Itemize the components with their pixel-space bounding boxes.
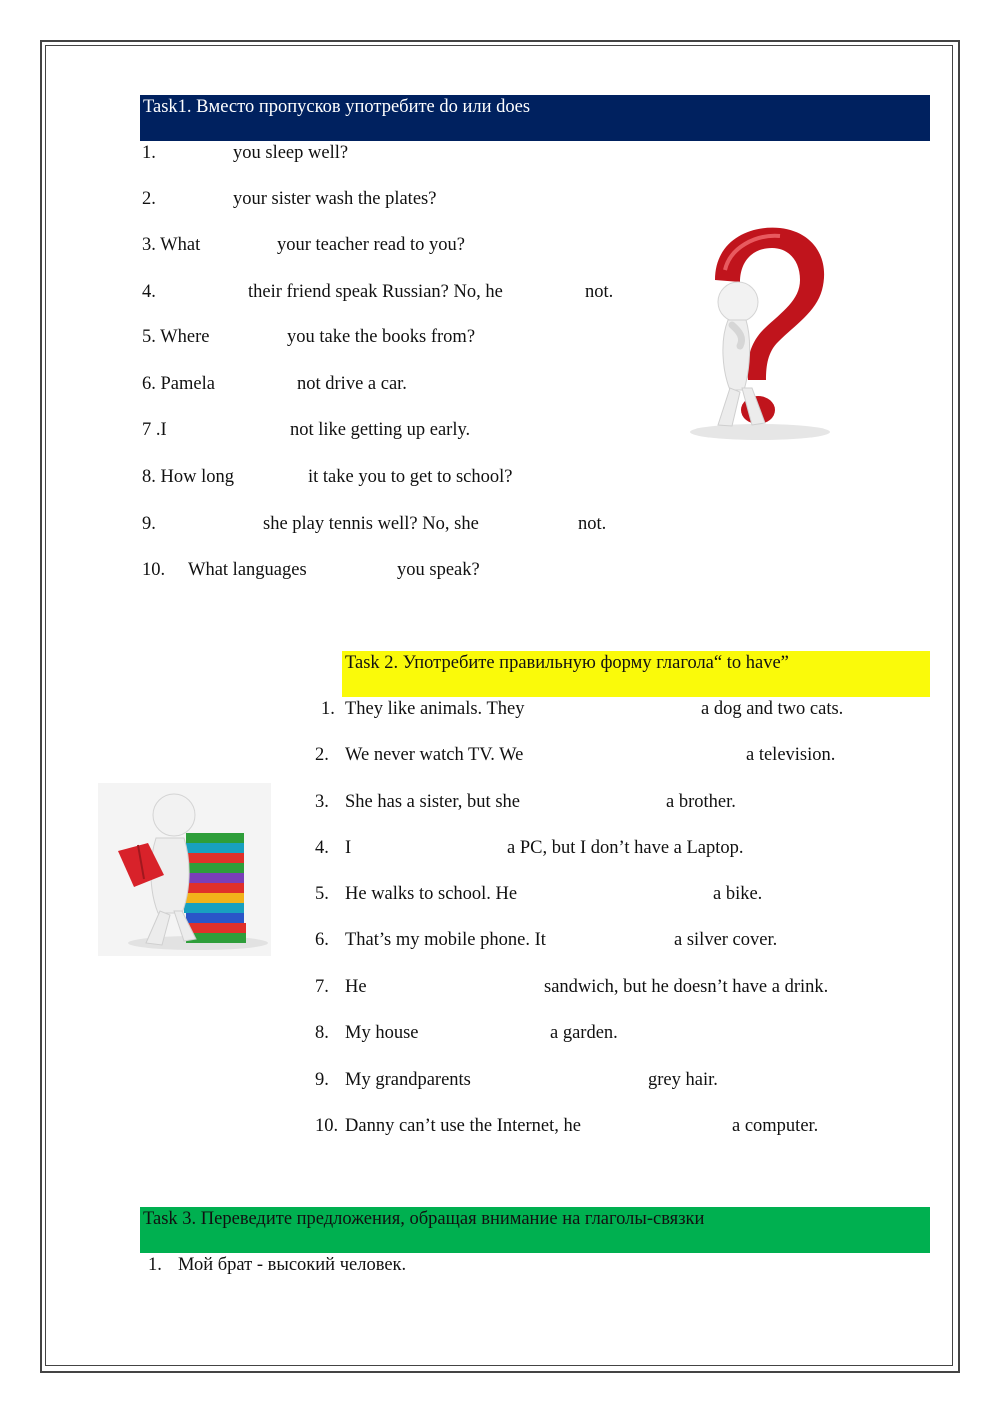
task2-header: Task 2. Употребите правильную форму глагола“ to have” bbox=[342, 651, 930, 697]
task1-header: Task1. Вместо пропусков употребите do или does bbox=[140, 95, 930, 141]
task3-header: Task 3. Переведите предложения, обращая внимание на глаголы-связки bbox=[140, 1207, 930, 1253]
reading-figure-books-illustration bbox=[98, 783, 271, 956]
question-mark-figure-illustration bbox=[670, 220, 840, 445]
